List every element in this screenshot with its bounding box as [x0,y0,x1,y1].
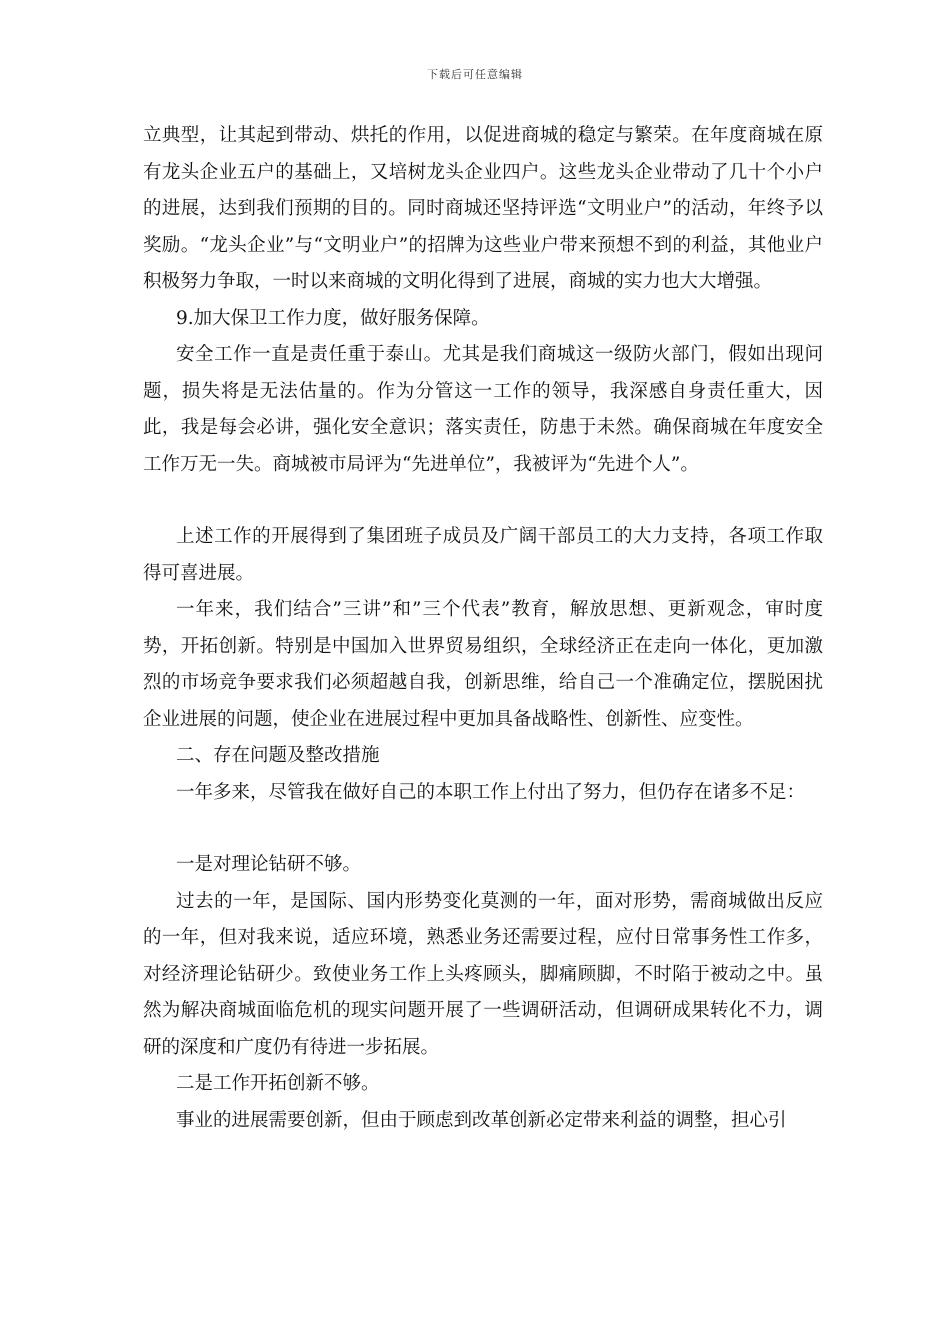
paragraph-continued: 立典型，让其起到带动、烘托的作用，以促进商城的稳定与繁荣。在年度商城在原有龙头企业五户的基础上，又培树龙头企业四户。这些龙头企业带动了几十个小户的进展，达到我们预期的目的。同时商城还坚持评选“文明业户”的活动，年终予以奖励。“龙头企业”与“文明业户”的招牌为这些业户带来预想不到的利益，其他业户积极努力争取，一时以来商城的文明化得到了进展，商城的实力也大大增强。 [143,125,823,292]
paragraph-gap [143,483,823,519]
paragraph-year-review: 一年来，我们结合”三讲”和”三个代表”教育，解放思想、更新观念，审时度势，开拓创新。特别是中国加入世界贸易组织，全球经济正在走向一体化，更加激烈的市场竞争要求我们必须超越自我，创新思维，给自己一个准确定位，摆脱困扰企业进展的问题，使企业在进展过程中更加具备战略性、创新性、应变性。 [143,599,823,730]
paragraph-support: 上述工作的开展得到了集团班子成员及广阔干部员工的大力支持，各项工作取得可喜进展。 [143,526,823,584]
paragraph-point-one: 一是对理论钻研不够。 [176,854,362,875]
section-heading-problems: 二、存在问题及整改措施 [176,745,380,766]
page-header-note: 下载后可任意编辑 [427,68,523,81]
paragraph-heading-9: 9.加大保卫工作力度，做好服务保障。 [176,307,490,329]
paragraph-past-year: 过去的一年，是国际、国内形势变化莫测的一年，面对形势，需商城做出反应的一年，但对我来说，适应环境，熟悉业务还需要过程，应付日常事务性工作多，对经济理论钻研少。致使业务工作上头疼顾头，脚痛顾脚，不时陷于被动之中。虽然为解决商城面临危机的现实问题开展了一些调研活动，但调研成果转化不力，调研的深度和广度仍有待进一步拓展。 [143,890,823,1058]
paragraph-innovation: 事业的进展需要创新，但由于顾虑到改革创新必定带来利益的调整，担心引 [176,1109,787,1131]
paragraph-safety: 安全工作一直是责任重于泰山。尤其是我们商城这一级防火部门，假如出现问题，损失将是无法估量的。作为分管这一工作的领导，我深感自身责任重大，因此，我是每会必讲，强化安全意识；落实责任，防患于未然。确保商城在年度安全工作万无一失。商城被市局评为“先进单位”，我被评为“先进个人”。 [143,344,823,475]
paragraph-gap [143,811,823,847]
paragraph-shortcomings: 一年多来，尽管我在做好自己的本职工作上付出了努力，但仍存在诸多不足： [176,781,806,803]
paragraph-point-two: 二是工作开拓创新不够。 [176,1073,380,1094]
document-body [143,118,823,1139]
